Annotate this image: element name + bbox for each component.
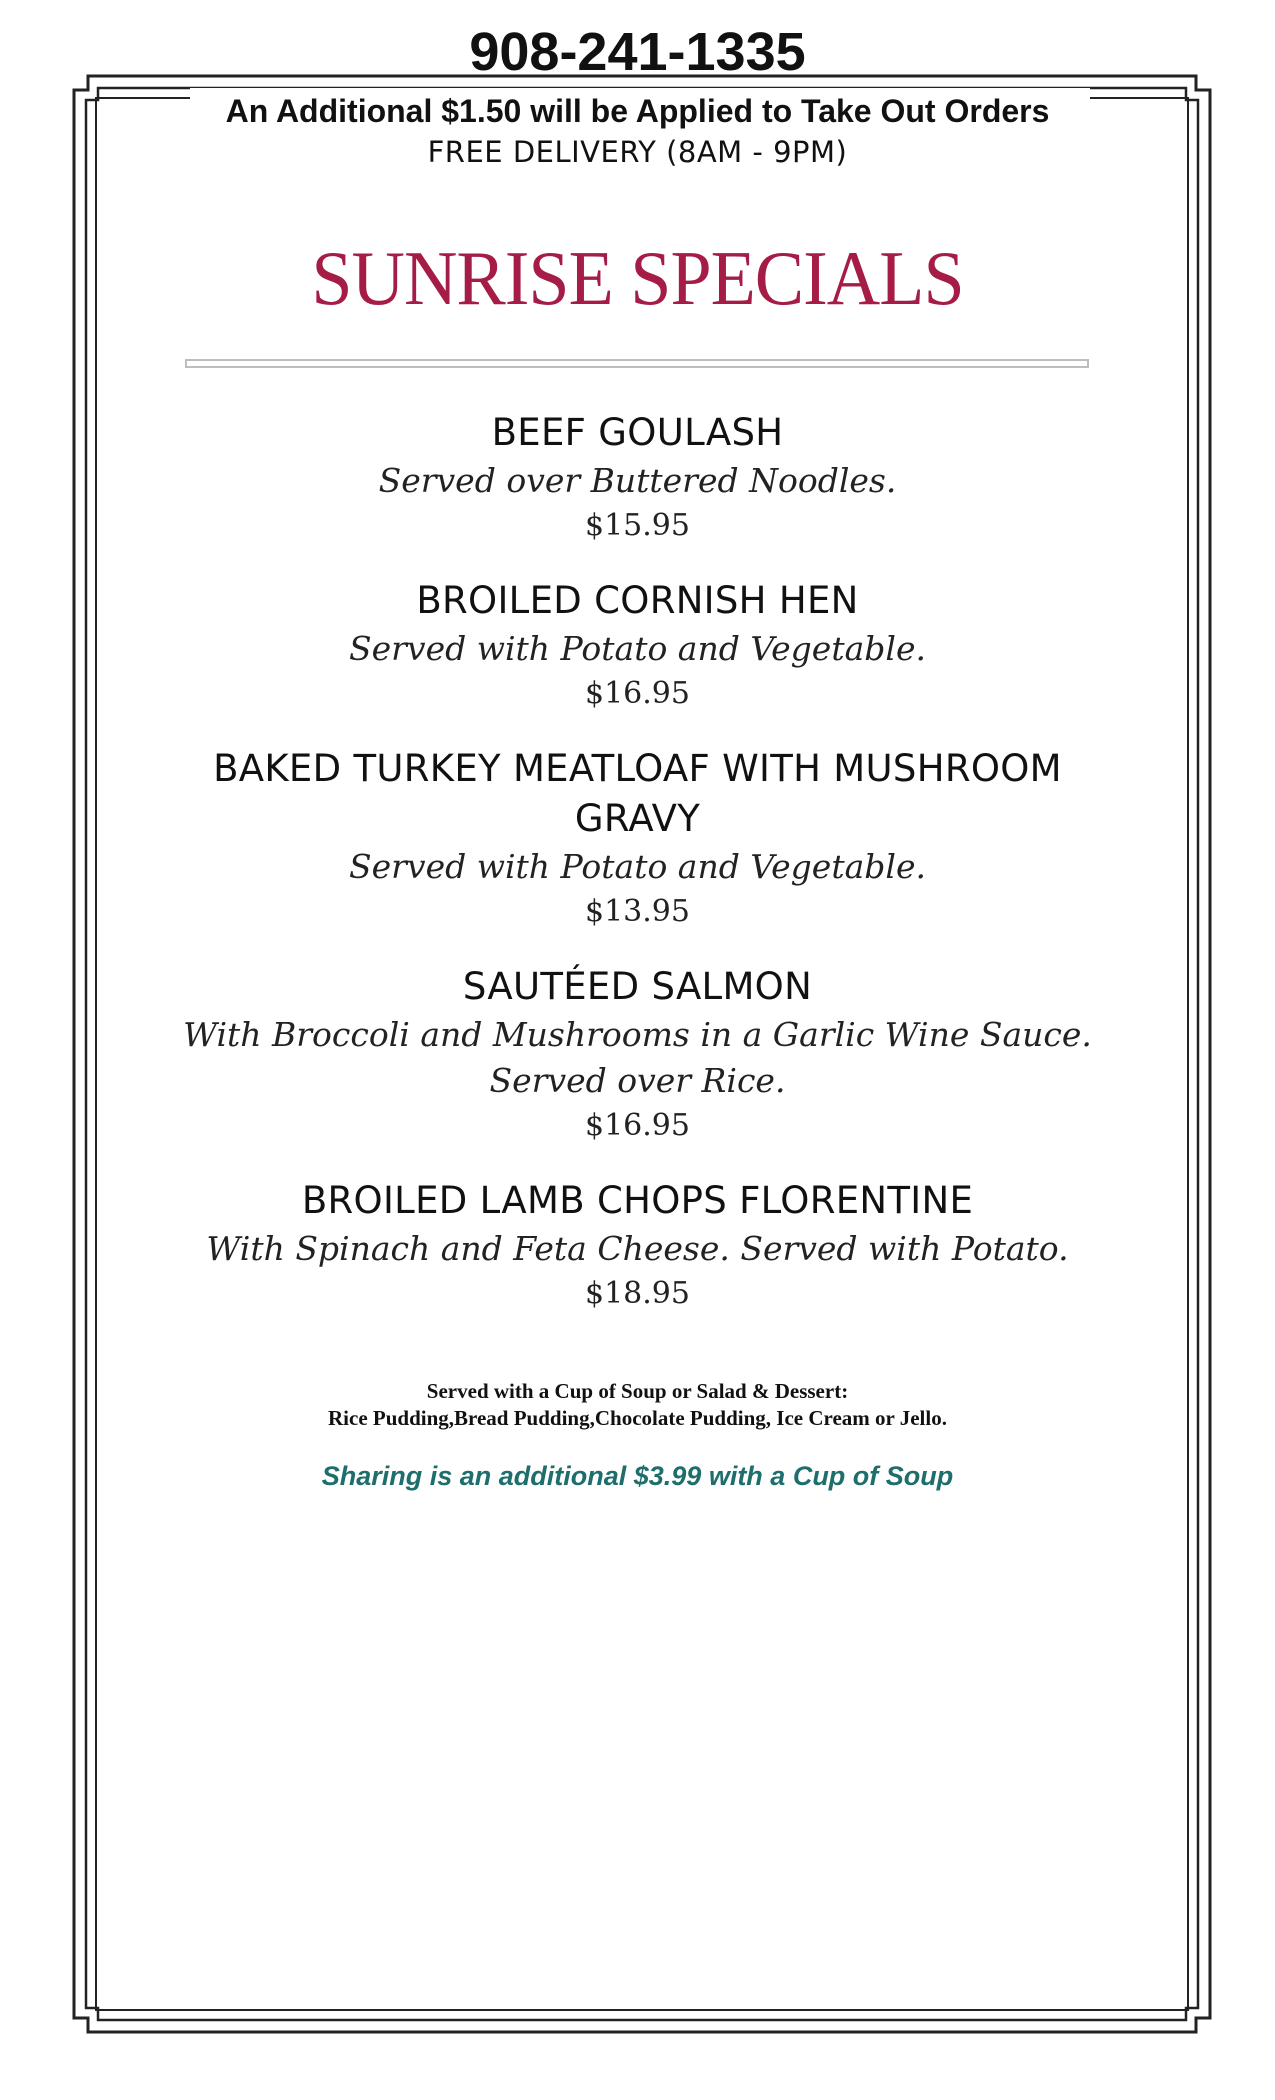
menu-title: SUNRISE SPECIALS: [311, 235, 964, 323]
item-name: BEEF GOULASH: [491, 411, 784, 454]
menu-item-beef-goulash: [150, 408, 1125, 548]
item-name: BROILED CORNISH HEN: [416, 579, 859, 622]
item-description: With Broccoli and Mushrooms in a Garlic Wine Sauce.: [183, 1015, 1092, 1054]
item-price: $18.95: [585, 1276, 690, 1311]
item-name: BROILED LAMB CHOPS FLORENTINE: [301, 1179, 974, 1222]
menu-item-cornish-hen: [150, 576, 1125, 716]
menu-item-sauteed-salmon: [150, 962, 1125, 1148]
item-price: $15.95: [585, 508, 690, 543]
title-divider: [185, 359, 1089, 368]
delivery-hours: FREE DELIVERY (8AM - 9PM): [427, 135, 848, 169]
item-price: $13.95: [585, 894, 690, 929]
item-price: $16.95: [585, 1108, 690, 1143]
phone-number: 908-241-1335: [469, 22, 806, 82]
item-price: $16.95: [585, 676, 690, 711]
served-with-note: [150, 1378, 1125, 1432]
item-description: Served over Buttered Noodles.: [378, 461, 897, 500]
takeout-notice: An Additional $1.50 will be Applied to Take Out Orders: [225, 93, 1050, 129]
sharing-note: Sharing is an additional $3.99 with a Cup of Soup: [321, 1461, 954, 1491]
menu-item-turkey-meatloaf: [150, 744, 1125, 934]
item-name: SAUTÉED SALMON: [462, 965, 813, 1008]
item-name: BAKED TURKEY MEATLOAF WITH MUSHROOM GRAVY: [213, 747, 1062, 840]
menu-items: [150, 408, 1125, 1344]
served-with-line-2: Rice Pudding,Bread Pudding,Chocolate Pudding, Ice Cream or Jello.: [328, 1406, 947, 1430]
item-description: Served with Potato and Vegetable.: [349, 629, 926, 668]
item-description-line-2: Served over Rice.: [489, 1061, 786, 1100]
menu-item-lamb-chops: [150, 1176, 1125, 1316]
served-with-line-1: Served with a Cup of Soup or Salad & Dessert:: [426, 1379, 849, 1403]
item-description: With Spinach and Feta Cheese. Served with Potato.: [206, 1229, 1069, 1268]
item-description: Served with Potato and Vegetable.: [349, 847, 926, 886]
